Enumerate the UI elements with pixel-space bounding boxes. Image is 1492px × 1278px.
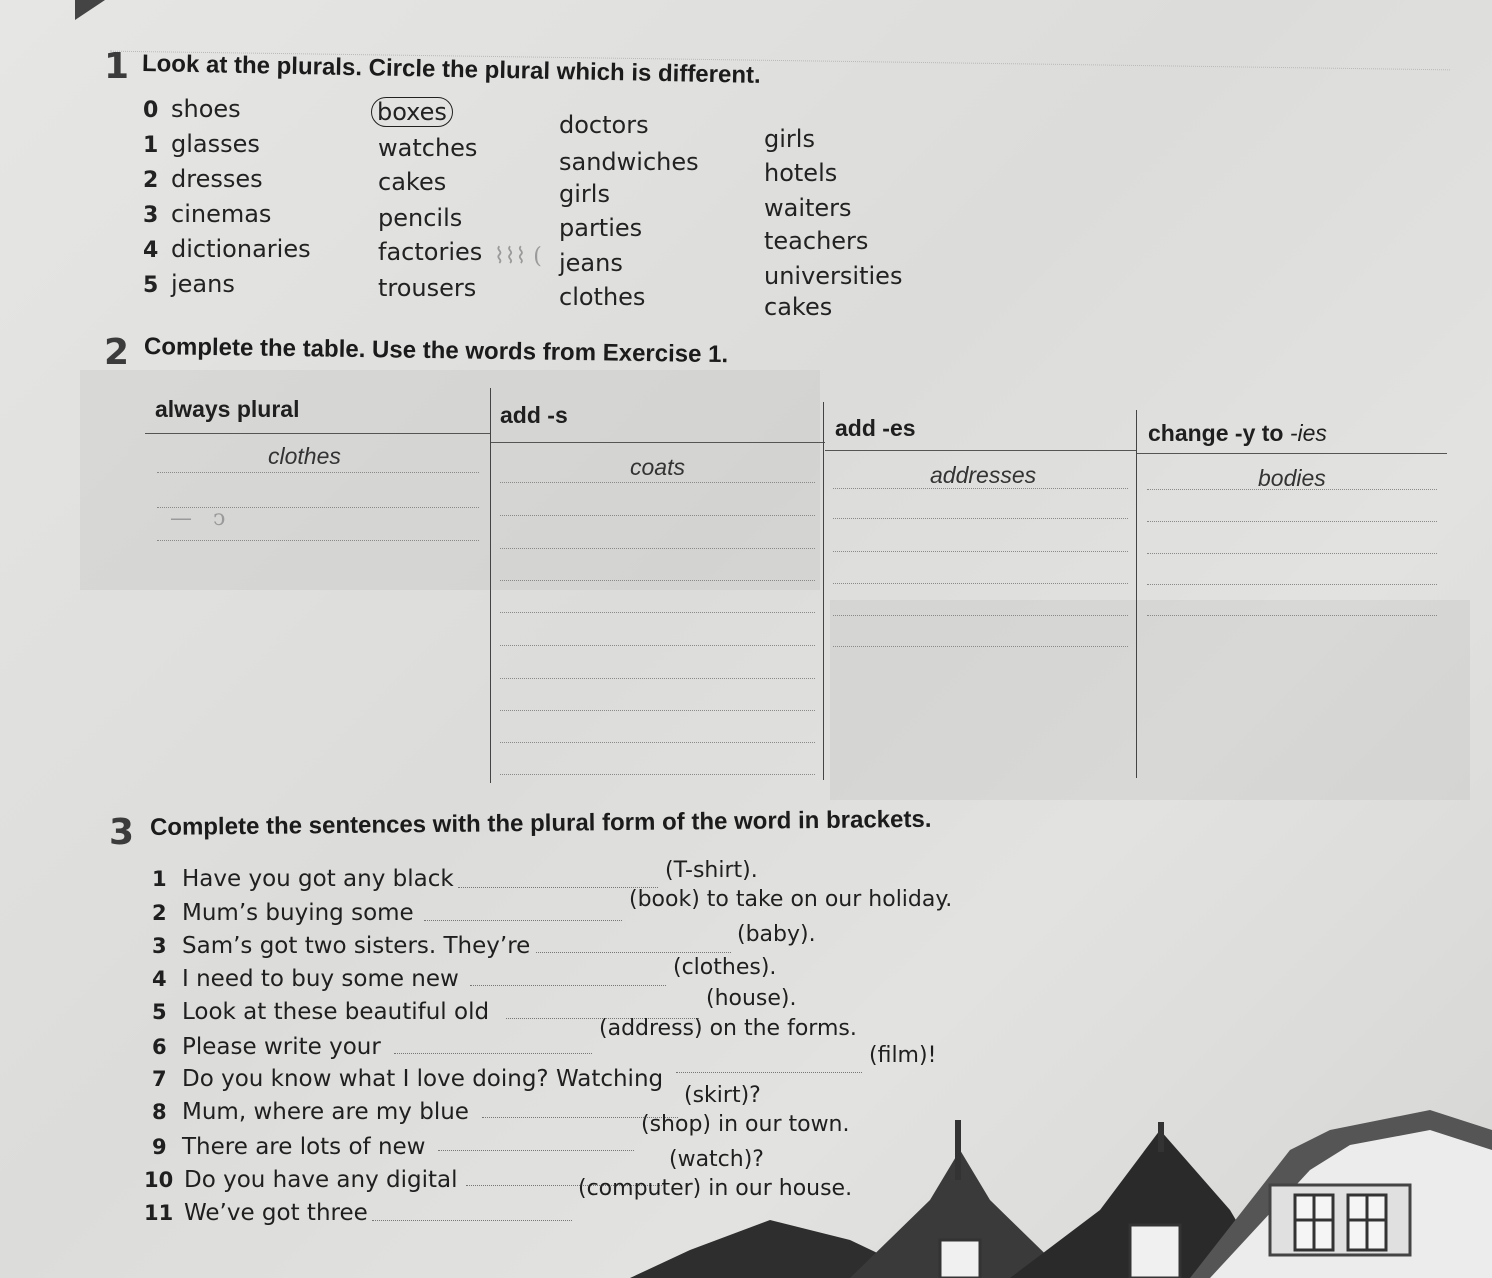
sentence-4: 4 I need to buy some new	[152, 966, 459, 992]
answer-line	[157, 540, 479, 541]
answer-line	[500, 580, 815, 581]
column-divider	[1136, 410, 1137, 778]
answer-line	[500, 548, 815, 549]
header-change-y: change -y to -ies	[1148, 420, 1327, 446]
blank-6[interactable]	[394, 1053, 592, 1054]
blank-4[interactable]	[470, 985, 666, 986]
sentence-7: 7 Do you know what I love doing? Watching	[152, 1066, 664, 1092]
answer-line	[157, 472, 479, 473]
example-always-plural: clothes	[268, 443, 341, 469]
row-4-word-2: factories	[378, 238, 483, 266]
answer-line	[500, 678, 815, 679]
answer-line	[833, 583, 1128, 584]
sentence-8: 8 Mum, where are my blue	[152, 1099, 469, 1125]
house-illustration	[630, 1110, 1492, 1278]
header-add-s: add -s	[500, 402, 568, 428]
blank-1[interactable]	[458, 887, 658, 888]
answer-line	[833, 551, 1128, 552]
exercise-1-number: 1	[104, 46, 130, 87]
background-shade	[830, 600, 1470, 800]
answer-line	[500, 774, 815, 775]
row-4-word-3: jeans	[559, 249, 623, 277]
hint-10: (watch)?	[669, 1147, 764, 1172]
row-2-word-3: girls	[559, 180, 610, 208]
page-corner-mark	[75, 0, 105, 20]
row-2-word-1: 2 dresses	[143, 165, 263, 193]
row-1-word-4: hotels	[764, 159, 838, 187]
circled-answer: boxes	[371, 97, 453, 127]
answer-line	[833, 518, 1128, 519]
column-divider	[823, 402, 824, 780]
exercise-3-number: 3	[109, 812, 135, 853]
sentence-6: 6 Please write your	[152, 1034, 381, 1060]
hint-1: (T-shirt).	[665, 858, 758, 883]
row-3-word-1: 3 cinemas	[143, 200, 272, 228]
pencil-scribble: — ↄ	[170, 506, 226, 531]
blank-11[interactable]	[372, 1220, 572, 1221]
answer-line	[500, 710, 815, 711]
row-1-word-2: watches	[378, 134, 478, 162]
row-2-word-2: cakes	[378, 168, 447, 196]
row-3-word-4: teachers	[764, 227, 869, 255]
hint-3: (baby).	[737, 922, 816, 947]
hint-5: (house).	[706, 986, 797, 1011]
row-1-word-1: 1 glasses	[143, 130, 260, 158]
exercise-1-instruction: Look at the plurals. Circle the plural which is different.	[141, 50, 761, 89]
blank-2[interactable]	[424, 920, 622, 921]
row-2-word-4: waiters	[764, 194, 852, 222]
hint-9: (shop) in our town.	[641, 1112, 850, 1137]
answer-line	[500, 742, 815, 743]
row-4-word-4: universities	[764, 262, 903, 290]
blank-3[interactable]	[536, 952, 731, 953]
exercise-3-instruction: Complete the sentences with the plural form of the word in brackets.	[149, 805, 932, 841]
header-always-plural: always plural	[155, 396, 300, 422]
blank-9[interactable]	[438, 1150, 634, 1151]
blank-7[interactable]	[676, 1072, 862, 1073]
header-rule	[490, 442, 825, 443]
answer-line	[1147, 553, 1437, 554]
hint-11: (computer) in our house.	[578, 1176, 853, 1201]
row-0-word-1: 0 shoes	[143, 95, 241, 123]
answer-line	[833, 488, 1128, 489]
row-5-word-1: 5 jeans	[143, 270, 235, 298]
answer-line	[1147, 615, 1437, 616]
row-0-word-4: girls	[764, 125, 815, 153]
answer-line	[500, 612, 815, 613]
sentence-5: 5 Look at these beautiful old	[152, 999, 490, 1025]
header-rule	[825, 450, 1137, 451]
answer-line	[1147, 584, 1437, 585]
example-add-s: coats	[630, 454, 685, 480]
exercise-2-number: 2	[104, 332, 130, 373]
header-rule	[1137, 453, 1447, 454]
row-5-word-2: trousers	[378, 274, 477, 302]
row-3-word-2: pencils	[378, 204, 463, 232]
sentence-11: 11 We’ve got three	[144, 1200, 368, 1226]
answer-line	[833, 615, 1128, 616]
row-3-word-3: parties	[559, 214, 643, 242]
header-rule	[145, 433, 490, 434]
answer-line	[500, 515, 815, 516]
row-5-word-4: cakes	[764, 293, 833, 321]
column-divider	[490, 388, 491, 783]
sentence-10: 10 Do you have any digital	[144, 1167, 458, 1193]
row-4-word-1: 4 dictionaries	[143, 235, 311, 263]
answer-line	[1147, 489, 1437, 490]
pencil-scribble: ⌇⌇⌇ (	[494, 244, 542, 269]
hint-2: (book) to take on our holiday.	[629, 887, 953, 912]
sentence-3: 3 Sam’s got two sisters. They’re	[152, 933, 531, 959]
hint-4: (clothes).	[673, 955, 777, 980]
row-0-word-3: doctors	[559, 111, 649, 139]
sentence-9: 9 There are lots of new	[152, 1134, 426, 1160]
hint-6: (address) on the forms.	[599, 1016, 857, 1041]
row-5-word-3: clothes	[559, 283, 646, 311]
answer-line	[500, 482, 815, 483]
row-1-word-3: sandwiches	[559, 148, 699, 176]
answer-line	[833, 646, 1128, 647]
answer-line	[500, 645, 815, 646]
exercise-2-instruction: Complete the table. Use the words from Exercise 1.	[143, 333, 729, 369]
hint-8: (skirt)?	[684, 1083, 761, 1108]
example-add-es: addresses	[930, 462, 1037, 488]
header-add-es: add -es	[835, 415, 916, 441]
example-change-y: bodies	[1258, 465, 1326, 491]
sentence-1: 1 Have you got any black	[152, 866, 454, 892]
hint-7: (film)!	[869, 1043, 937, 1068]
answer-line	[1147, 521, 1437, 522]
row-0-word-2	[378, 98, 453, 126]
sentence-2: 2 Mum’s buying some	[152, 900, 414, 926]
